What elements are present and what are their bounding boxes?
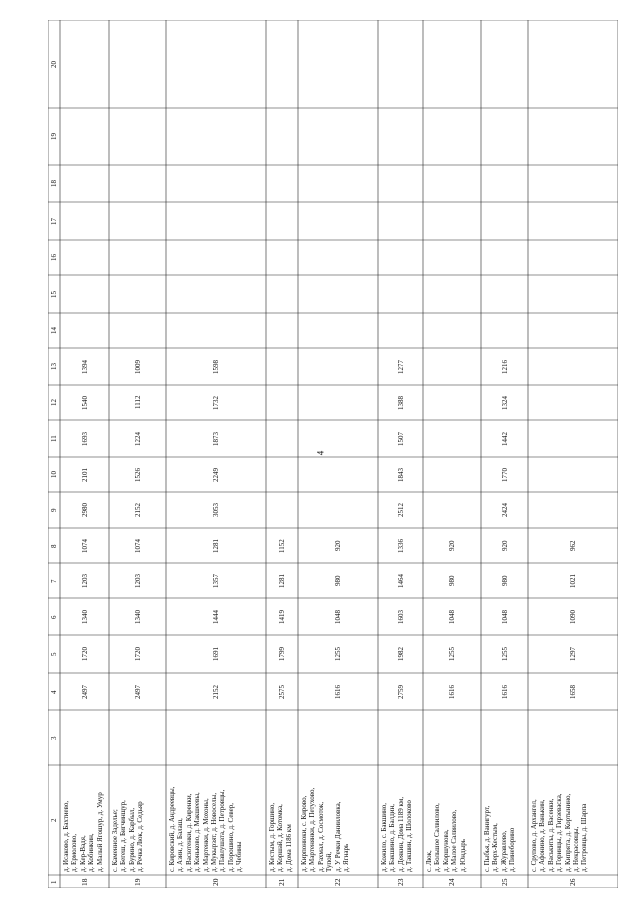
place-line: с. Кировский, д. Андреевцы, bbox=[168, 786, 176, 872]
header-number: 11 bbox=[50, 435, 58, 442]
table-value: 1982 bbox=[396, 647, 405, 661]
header-number: 1 bbox=[50, 880, 58, 884]
header-number: 2 bbox=[50, 818, 58, 822]
row-number: 20 bbox=[211, 878, 220, 886]
table-value: 1297 bbox=[569, 647, 577, 661]
table-value: 2101 bbox=[80, 467, 89, 482]
header-number: 8 bbox=[50, 544, 58, 548]
table-value: 1598 bbox=[212, 359, 220, 374]
place-line: д. Ягнарь bbox=[342, 843, 351, 872]
table-value: 920 bbox=[500, 540, 509, 551]
place-line: д. Малое Салвилово, bbox=[450, 809, 459, 872]
place-line: д. Азин, д. Балаш, bbox=[176, 818, 185, 872]
table-value: 1281 bbox=[278, 573, 286, 588]
place-line: д. Малый Ягошур, д. Умур bbox=[95, 792, 104, 872]
table-value: 1112 bbox=[133, 395, 142, 409]
table-value: 1255 bbox=[334, 647, 342, 661]
table-value: 1720 bbox=[133, 647, 142, 661]
table-value: 1720 bbox=[80, 647, 89, 661]
place-line: д. Афонино, д. Ванькин, bbox=[538, 799, 547, 872]
header-number: 9 bbox=[50, 508, 58, 512]
place-names bbox=[380, 797, 414, 872]
table-value: 1603 bbox=[396, 609, 405, 624]
place-line: д. Исаково, д. Бахтиево, bbox=[62, 800, 70, 872]
header-number: 14 bbox=[50, 327, 58, 334]
place-line: д. Деякин, Дома 1189 км, bbox=[396, 796, 405, 872]
table-value: 980 bbox=[500, 575, 509, 586]
place-line: д. Павлушата, д. Петровцы, bbox=[218, 789, 227, 872]
page-number: 4 bbox=[315, 450, 325, 456]
place-line: д. Бакшино, д. Балдин, bbox=[388, 803, 397, 872]
place-names bbox=[530, 793, 589, 872]
header-number: 5 bbox=[50, 652, 58, 656]
table-value: 1203 bbox=[80, 573, 89, 588]
place-line: д. Кирпонюки, с. Кирово, bbox=[300, 795, 308, 872]
table-value: 1048 bbox=[500, 609, 509, 624]
header-number: 4 bbox=[50, 690, 58, 694]
table-value: 1526 bbox=[133, 467, 142, 482]
place-line: д. Кожило, с. Бакшино, bbox=[380, 802, 388, 872]
header-number: 3 bbox=[50, 736, 58, 740]
table-value: 1616 bbox=[334, 684, 342, 699]
place-line: д. Рахмал, д. Сосмоток, bbox=[316, 801, 325, 872]
table-value: 2980 bbox=[80, 503, 89, 517]
place-line: д. Коньково, д. Макшеевы, bbox=[193, 792, 202, 872]
place-line: д. Большое Салвилово, bbox=[433, 803, 442, 872]
table-value: 920 bbox=[334, 540, 342, 551]
row-number: 24 bbox=[447, 878, 456, 886]
table-value: 2249 bbox=[212, 467, 220, 482]
place-line: д. Горинцы, д. Гирзеваска, bbox=[555, 793, 564, 872]
table-value: 1324 bbox=[500, 395, 509, 410]
place-names bbox=[425, 803, 467, 872]
table-value: 1074 bbox=[133, 538, 142, 553]
place-line: д. Кобинкин, bbox=[87, 833, 96, 872]
header-number: 10 bbox=[50, 471, 58, 478]
table-value: 1281 bbox=[212, 538, 220, 553]
table-value: 1873 bbox=[212, 431, 220, 446]
table-value: 1090 bbox=[569, 609, 577, 624]
table-value: 1021 bbox=[569, 573, 577, 588]
table-value: 2424 bbox=[500, 503, 509, 517]
place-line: д. У Речки Данииловка, bbox=[333, 801, 342, 872]
place-line: д. Ермолово, bbox=[70, 833, 79, 872]
row-number: 23 bbox=[395, 878, 405, 886]
table-value: 1799 bbox=[278, 647, 286, 661]
table-value: 1843 bbox=[396, 467, 405, 482]
table-value: 1048 bbox=[334, 609, 342, 624]
place-line: д. Коршай, д. Котомка, bbox=[276, 804, 285, 872]
table-value: 1216 bbox=[500, 359, 509, 374]
place-line: д. Бурино, д. Карбыл, bbox=[127, 807, 136, 872]
place-line: д. Бегеш, д. Бигчинщур, bbox=[119, 800, 128, 872]
place-line: с. Пыбья, д. Ванигурт, bbox=[483, 805, 491, 872]
table-value: 1464 bbox=[396, 573, 405, 588]
header-number: 16 bbox=[50, 254, 58, 261]
header-number: 7 bbox=[50, 579, 58, 583]
place-line: д. Некрасовцы, bbox=[572, 826, 581, 872]
table-value: 1616 bbox=[500, 684, 509, 699]
table-value: 1203 bbox=[133, 573, 142, 588]
table-value: 3053 bbox=[212, 503, 220, 517]
place-line: д. Мукырзят, д. Новоселы, bbox=[210, 792, 219, 872]
table-value: 1255 bbox=[448, 647, 456, 661]
table-value: 1616 bbox=[448, 684, 456, 699]
row-number: 25 bbox=[499, 878, 509, 886]
table-value: 1770 bbox=[500, 467, 509, 482]
table-value: 1507 bbox=[396, 431, 405, 446]
table-value: 2152 bbox=[212, 684, 220, 699]
place-line: д. Кестым, д. Горшино, bbox=[268, 802, 276, 872]
table-value: 1419 bbox=[278, 609, 286, 624]
header-number: 13 bbox=[50, 363, 58, 370]
row-number: 22 bbox=[333, 878, 342, 886]
table-value: 1691 bbox=[212, 647, 220, 661]
row-number: 26 bbox=[568, 878, 577, 886]
table-value: 1388 bbox=[396, 395, 405, 410]
table-value: 980 bbox=[448, 575, 456, 586]
place-names bbox=[111, 800, 145, 872]
table-value: 1074 bbox=[80, 538, 89, 553]
table-value: 962 bbox=[569, 540, 577, 551]
table-value: 1357 bbox=[212, 573, 220, 588]
header-number: 18 bbox=[50, 180, 58, 187]
header-number: 19 bbox=[50, 133, 58, 140]
place-line: д. Пинеборино bbox=[508, 827, 517, 872]
place-names bbox=[168, 787, 244, 872]
place-line: д. Журавлево, bbox=[499, 830, 508, 872]
header-number: 15 bbox=[50, 290, 58, 298]
place-names bbox=[268, 803, 293, 872]
table-value: 1540 bbox=[80, 395, 89, 410]
table-value: 1442 bbox=[500, 431, 509, 446]
place-line: д. Васькиты, д. Васенки, bbox=[546, 798, 555, 872]
table-value: 2759 bbox=[396, 684, 405, 699]
table-value: 1048 bbox=[448, 609, 456, 624]
table-value: 1255 bbox=[500, 647, 509, 661]
table-value: 1658 bbox=[569, 684, 577, 699]
place-names bbox=[483, 806, 517, 872]
table-value: 1394 bbox=[80, 359, 89, 374]
table-value: 1444 bbox=[212, 609, 220, 624]
table-value: 1224 bbox=[133, 431, 142, 446]
header-number: 6 bbox=[50, 615, 58, 619]
place-line: д. Мартенянки, д. Петухово, bbox=[308, 787, 317, 872]
place-line: д. Речка Люк, д. Седьяр bbox=[136, 801, 145, 872]
place-line: д. Коршунова, bbox=[441, 829, 450, 872]
place-line: д. Такшин, д. Шолоково bbox=[405, 800, 414, 872]
row-number: 19 bbox=[132, 878, 142, 886]
table-value: 1340 bbox=[80, 609, 89, 624]
table-value: 1152 bbox=[278, 538, 286, 553]
place-line: д. Мартенки, д. Мохоны, bbox=[201, 798, 210, 872]
table-value: 980 bbox=[334, 575, 342, 586]
place-line: с. Каменное Заделье; bbox=[111, 809, 119, 872]
place-line: д. Петровцы, д. Шарпа bbox=[580, 803, 589, 872]
place-line: д. Порошино, д. Север, bbox=[226, 802, 235, 872]
header-number: 20 bbox=[50, 60, 58, 68]
row-number: 18 bbox=[79, 878, 89, 886]
table-value: 1693 bbox=[80, 431, 89, 446]
table-value: 2512 bbox=[396, 503, 405, 517]
table-value: 1009 bbox=[133, 359, 142, 374]
table-value: 1732 bbox=[212, 395, 220, 410]
table-value: 2575 bbox=[278, 684, 286, 699]
place-line: д. Васютенки, д. Киренки, bbox=[184, 793, 193, 872]
place-names bbox=[62, 792, 104, 872]
row-number: 21 bbox=[277, 878, 286, 886]
place-names bbox=[300, 788, 350, 872]
place-line: д. Верх-Кестым, bbox=[491, 823, 500, 872]
rotated-table bbox=[48, 20, 618, 888]
place-line: д. Кипрята, д. Кортынино, bbox=[563, 793, 572, 872]
table-value: 1340 bbox=[133, 609, 142, 624]
place-line: д. Юндырь bbox=[458, 839, 467, 872]
place-line: Тупой, bbox=[325, 851, 334, 872]
header-number: 17 bbox=[50, 217, 58, 225]
place-line: д. Чебины bbox=[235, 841, 244, 872]
table-value: 1336 bbox=[396, 538, 405, 553]
table-value: 920 bbox=[448, 540, 456, 551]
table-grid bbox=[48, 20, 618, 888]
table-value: 1277 bbox=[396, 359, 405, 374]
place-line: с. Люк, bbox=[425, 850, 433, 872]
table-value: 2497 bbox=[133, 684, 142, 699]
table-value: 2152 bbox=[133, 503, 142, 517]
place-line: д. Дома 1186 км bbox=[284, 824, 293, 872]
place-line: с. Срупово, д. Архангел, bbox=[530, 799, 538, 872]
place-line: д. Кер-Вадя, bbox=[78, 835, 87, 872]
header-number: 12 bbox=[50, 399, 58, 406]
table-value: 2497 bbox=[80, 684, 89, 699]
